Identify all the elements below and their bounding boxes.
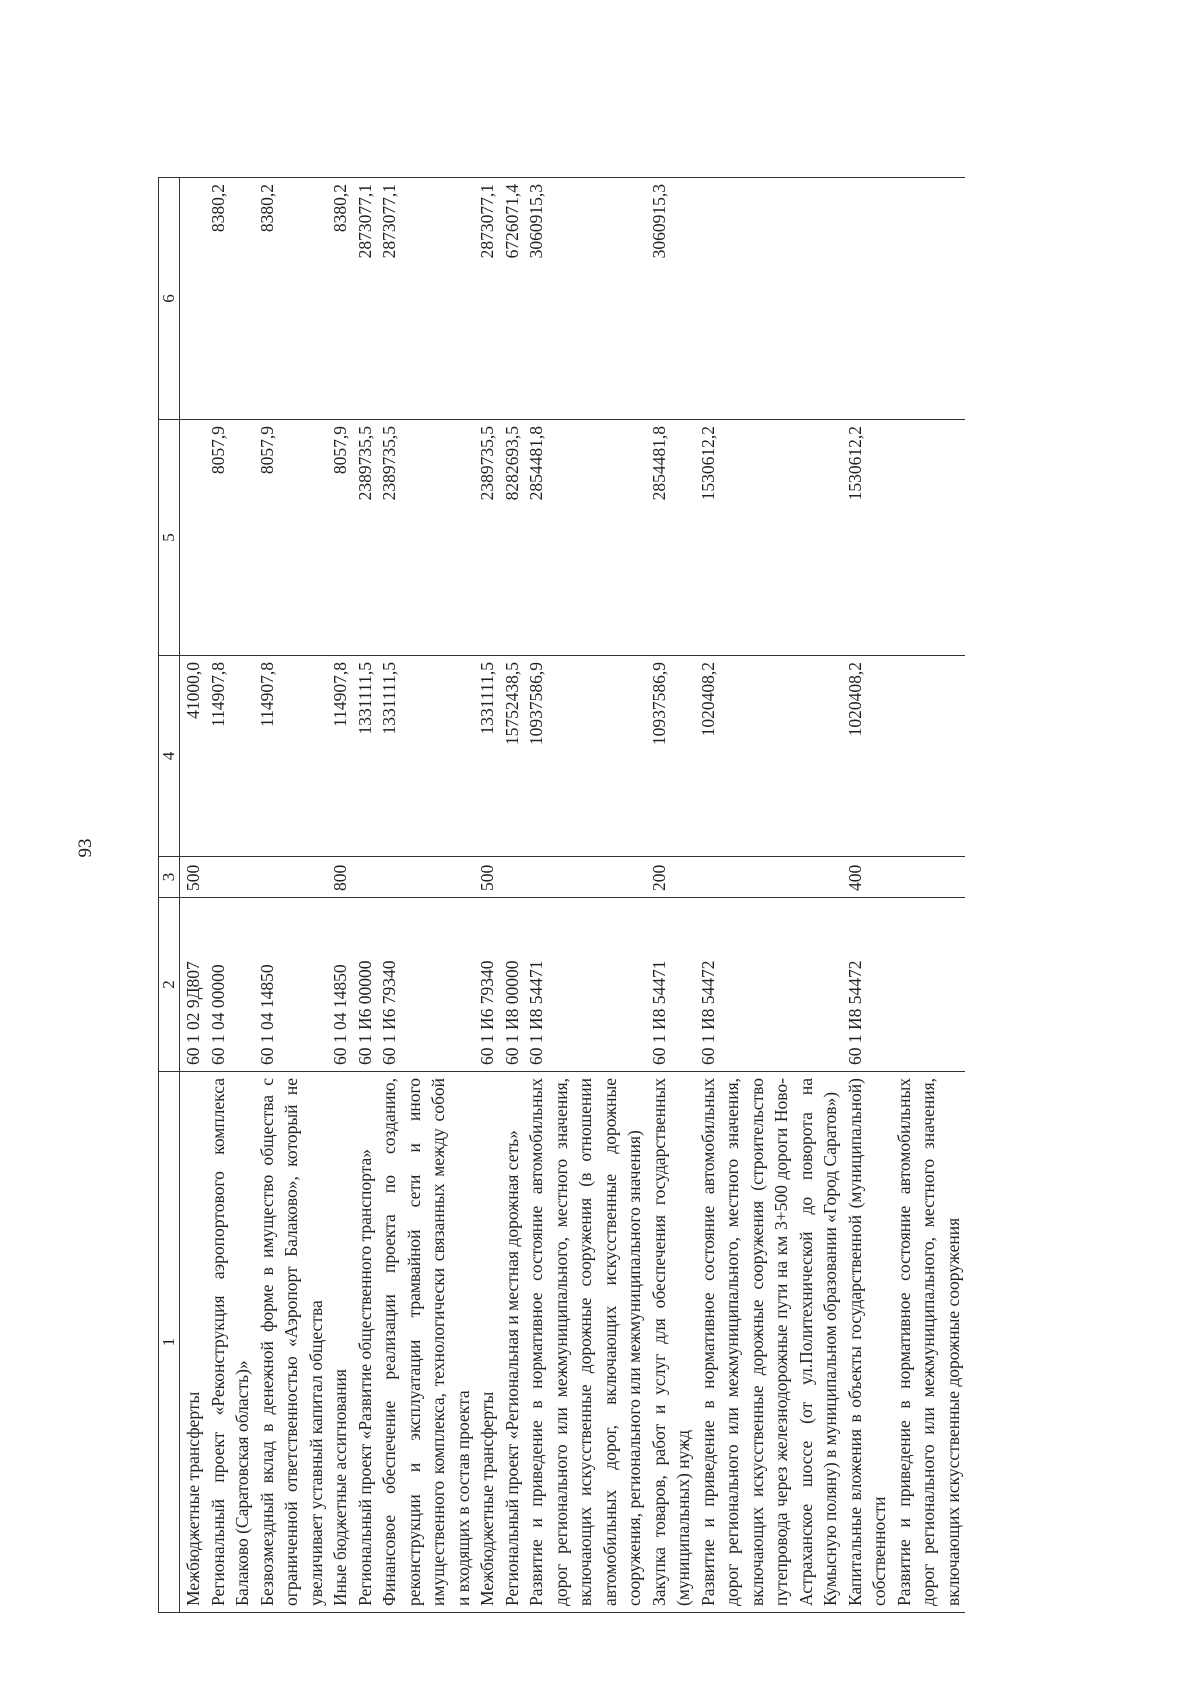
amount-col5-value: 1530612,2	[697, 426, 718, 501]
amount-col4-value: 114907,8	[330, 662, 350, 727]
table-row	[475, 178, 500, 1613]
target-code-cell	[206, 898, 255, 1072]
item-name-cell: Развитие и приведение в нормативное состояние автомобильных дорог регионального или межмуниципального, местного значения, включающих искусственные дорожные сооружения	[892, 1072, 966, 1613]
amount-col6-value: 2873077,1	[477, 184, 497, 259]
amount-col4-cell	[180, 656, 206, 857]
header-col-5: 5	[159, 420, 180, 656]
amount-col5-value: 8057,9	[207, 426, 228, 475]
expense-type-cell	[475, 857, 500, 898]
expense-type-cell	[180, 857, 206, 898]
amount-col4-cell	[524, 656, 647, 857]
target-code-cell	[377, 898, 475, 1072]
budget-table-container	[158, 178, 1188, 1613]
amount-col5-cell	[500, 420, 525, 656]
amount-col4-cell	[353, 656, 378, 857]
amount-col6-cell	[647, 178, 696, 420]
amount-col5-value: 2389735,5	[477, 426, 497, 501]
amount-col6-value: 2873077,1	[379, 184, 399, 259]
target-code-value: 60 1 04 00000	[207, 964, 228, 1065]
amount-col5-value: 2854481,8	[648, 426, 669, 501]
amount-col6-value: 6726071,4	[501, 184, 522, 259]
amount-col5-cell	[843, 420, 892, 656]
amount-col4-cell	[377, 656, 475, 857]
amount-col5-value: 8057,9	[256, 426, 277, 475]
expense-type-cell	[524, 857, 647, 898]
header-row	[159, 178, 180, 1613]
expense-type-cell	[647, 857, 696, 898]
expense-type-value: 500	[477, 864, 497, 891]
target-code-value: 60 1 И6 79340	[379, 960, 399, 1065]
amount-col4-cell	[892, 656, 966, 857]
amount-col4-value: 10937586,9	[526, 662, 546, 746]
amount-col4-value: 10937586,9	[648, 662, 669, 746]
item-name-cell: Межбюджетные трансферты	[475, 1072, 500, 1613]
item-name-cell: Региональный проект «Развитие общественного транспорта»	[353, 1072, 378, 1613]
amount-col5-cell	[353, 420, 378, 656]
amount-col4-value: 1020408,2	[697, 662, 718, 737]
amount-col6-value: 8380,2	[256, 184, 277, 233]
table-row	[206, 178, 255, 1613]
amount-col5-cell	[377, 420, 475, 656]
amount-col6-cell	[377, 178, 475, 420]
target-code-value: 60 1 И6 00000	[354, 960, 375, 1065]
table-row	[377, 178, 475, 1613]
amount-col5-value: 2389735,5	[354, 426, 375, 501]
expense-type-cell	[255, 857, 329, 898]
amount-col6-value: 3060915,3	[648, 184, 669, 259]
target-code-value: 60 1 И8 54471	[526, 960, 546, 1065]
target-code-value: 60 1 И8 54472	[844, 960, 865, 1065]
amount-col4-value: 1331111,5	[379, 662, 399, 735]
target-code-cell	[892, 898, 966, 1072]
item-name-cell: Финансовое обеспечение реализации проекта по созданию, реконструкции и эксплуатации трамвайной сети и иного имущественного комплекса, технологически связанных между собой и входящих в состав проекта	[377, 1072, 475, 1613]
item-name-cell: Капитальные вложения в объекты государственной (муниципальной) собственности	[843, 1072, 892, 1613]
table-row	[696, 178, 843, 1613]
amount-col5-value: 1530612,2	[844, 426, 865, 501]
amount-col5-cell	[524, 420, 647, 656]
expense-type-value: 400	[844, 864, 865, 891]
target-code-value: 60 1 И6 79340	[477, 960, 497, 1065]
amount-col5-value: 2389735,5	[379, 426, 399, 501]
amount-col4-value: 1331111,5	[477, 662, 497, 735]
table-row	[353, 178, 378, 1613]
amount-col6-cell	[696, 178, 843, 420]
item-name-cell: Безвозмездный вклад в денежной форме в имущество общества с ограниченной ответственностью «Аэропорт Балаково», который не увеличивает уставный капитал общества	[255, 1072, 329, 1613]
amount-col6-value: 8380,2	[330, 184, 350, 233]
amount-col5-cell	[647, 420, 696, 656]
target-code-value: 60 1 И8 00000	[501, 960, 522, 1065]
amount-col4-cell	[255, 656, 329, 857]
item-name-cell: Иные бюджетные ассигнования	[328, 1072, 353, 1613]
expense-type-cell	[843, 857, 892, 898]
amount-col4-cell	[500, 656, 525, 857]
amount-col5-value: 8282693,5	[501, 426, 522, 501]
amount-col6-cell	[255, 178, 329, 420]
target-code-value: 60 1 02 9Д807	[183, 961, 203, 1065]
target-code-cell	[696, 898, 843, 1072]
target-code-cell	[500, 898, 525, 1072]
amount-col5-cell	[180, 420, 206, 656]
expense-type-cell	[377, 857, 475, 898]
header-col-4: 4	[159, 656, 180, 857]
header-col-1: 1	[159, 1072, 180, 1613]
item-name-cell: Развитие и приведение в нормативное состояние автомобильных дорог регионального или межмуниципального, местного значения, включающих искусственные дорожные сооружения (в отношении автомобильных дорог, включающих искусственные дорожные сооружения, регионального или межмуниципального значения)	[524, 1072, 647, 1613]
amount-col4-value: 1331111,5	[354, 662, 375, 735]
target-code-cell	[843, 898, 892, 1072]
target-code-cell	[475, 898, 500, 1072]
amount-col4-cell	[696, 656, 843, 857]
target-code-value: 60 1 04 14850	[256, 964, 277, 1065]
amount-col6-cell	[206, 178, 255, 420]
amount-col5-cell	[475, 420, 500, 656]
table-row	[255, 178, 329, 1613]
amount-col6-value: 8380,2	[207, 184, 228, 233]
amount-col6-cell	[353, 178, 378, 420]
item-name-cell: Межбюджетные трансферты	[180, 1072, 206, 1613]
page-number: 93	[75, 838, 96, 858]
target-code-cell	[524, 898, 647, 1072]
expense-type-cell	[696, 857, 843, 898]
expense-type-value: 200	[648, 864, 669, 891]
item-name-cell: Региональный проект «Региональная и местная дорожная сеть»	[500, 1072, 525, 1613]
amount-col4-cell	[206, 656, 255, 857]
expense-type-value: 800	[330, 864, 350, 891]
table-row	[524, 178, 647, 1613]
amount-col6-cell	[892, 178, 966, 420]
table-row	[843, 178, 892, 1613]
amount-col5-value: 2854481,8	[526, 426, 546, 501]
target-code-cell	[180, 898, 206, 1072]
target-code-value: 60 1 04 14850	[330, 964, 350, 1065]
table-body	[180, 178, 966, 1613]
amount-col4-cell	[843, 656, 892, 857]
item-name-cell: Закупка товаров, работ и услуг для обеспечения государственных (муниципальных) нужд	[647, 1072, 696, 1613]
amount-col6-cell	[500, 178, 525, 420]
amount-col5-cell	[696, 420, 843, 656]
target-code-cell	[353, 898, 378, 1072]
amount-col6-cell	[475, 178, 500, 420]
amount-col4-value: 15752438,5	[501, 662, 522, 746]
expense-type-cell	[892, 857, 966, 898]
budget-table	[158, 177, 965, 1613]
table-row	[328, 178, 353, 1613]
table-row	[892, 178, 966, 1613]
target-code-cell	[255, 898, 329, 1072]
amount-col4-value: 1020408,2	[844, 662, 865, 737]
expense-type-value: 500	[183, 864, 203, 891]
expense-type-cell	[500, 857, 525, 898]
expense-type-cell	[353, 857, 378, 898]
expense-type-cell	[206, 857, 255, 898]
amount-col6-value: 3060915,3	[526, 184, 546, 259]
amount-col4-cell	[475, 656, 500, 857]
amount-col6-cell	[328, 178, 353, 420]
table-row	[647, 178, 696, 1613]
table-row	[500, 178, 525, 1613]
item-name-cell: Региональный проект «Реконструкция аэропортового комплекса Балаково (Саратовская область)»	[206, 1072, 255, 1613]
amount-col4-value: 114907,8	[256, 662, 277, 727]
target-code-cell	[647, 898, 696, 1072]
target-code-value: 60 1 И8 54472	[697, 960, 718, 1065]
table-header	[159, 178, 180, 1613]
amount-col6-cell	[843, 178, 892, 420]
amount-col4-value: 114907,8	[207, 662, 228, 727]
amount-col5-value: 8057,9	[330, 426, 350, 475]
target-code-value: 60 1 И8 54471	[648, 960, 669, 1065]
target-code-cell	[328, 898, 353, 1072]
amount-col5-cell	[206, 420, 255, 656]
expense-type-cell	[328, 857, 353, 898]
amount-col4-value: 41000,0	[183, 662, 203, 719]
header-col-2: 2	[159, 898, 180, 1072]
header-col-3: 3	[159, 857, 180, 898]
header-col-6: 6	[159, 178, 180, 420]
amount-col5-cell	[328, 420, 353, 656]
amount-col6-cell	[524, 178, 647, 420]
amount-col5-cell	[255, 420, 329, 656]
amount-col6-value: 2873077,1	[354, 184, 375, 259]
amount-col5-cell	[892, 420, 966, 656]
amount-col4-cell	[647, 656, 696, 857]
amount-col6-cell	[180, 178, 206, 420]
table-row	[180, 178, 206, 1613]
amount-col4-cell	[328, 656, 353, 857]
item-name-cell: Развитие и приведение в нормативное состояние автомобильных дорог регионального или межмуниципального, местного значения, включающих искусственные дорожные сооружения (строительство путепровода через железнодорожные пути на км 3+500 дороги Ново-Астраханское шоссе (от ул.Политехнической до поворота на Кумысную поляну) в муниципальном образовании «Город Саратов»)	[696, 1072, 843, 1613]
